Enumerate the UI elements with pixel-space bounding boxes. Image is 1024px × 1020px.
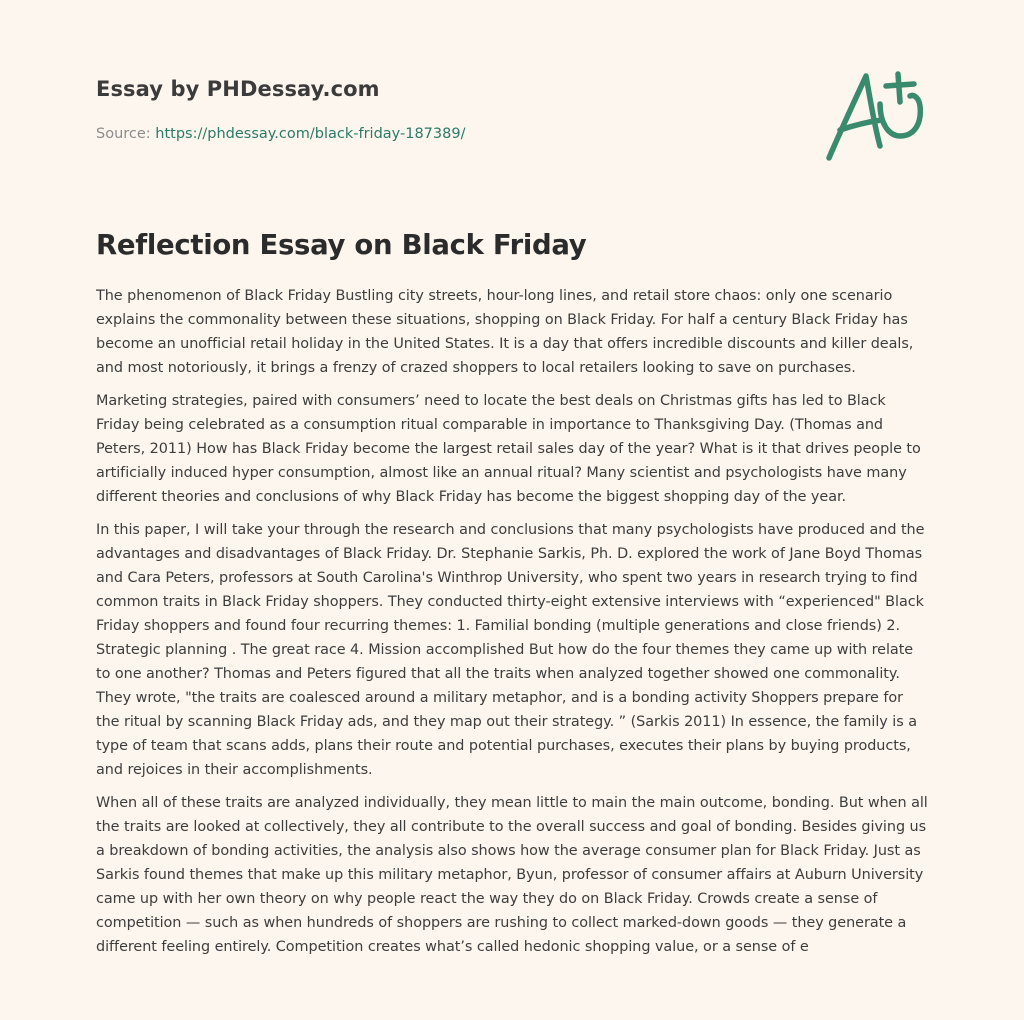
source-line <box>96 124 696 144</box>
essay-title: Reflection Essay on Black Friday <box>96 229 587 261</box>
paragraph: The phenomenon of Black Friday Bustling city streets, hour-long lines, and retail store chaos: only one scenario explains the commonality between these situations, shopping on Black Friday. For half a century Black Friday has become an unofficial retail holiday in the United States. It is a day that offers incredible discounts and killer deals, and most notoriously, it brings a frenzy of crazed shoppers to local retailers looking to save on purchases. <box>96 288 914 376</box>
a-plus-grade-icon <box>820 64 930 168</box>
paragraph: In this paper, I will take your through the research and conclusions that many psychologists have produced and the advantages and disadvantages of Black Friday. Dr. Stephanie Sarkis, Ph. D. explored the work of Jane Boyd Thomas and Cara Peters, professors at South Carolina's Winthrop University, who spent two years in research trying to find common traits in Black Friday shoppers. They conducted thirty-eight extensive interviews with “experienced" Black Friday shoppers and found four recurring themes: 1. Familial bonding (multiple generations and close friends) 2. Strategic planning . The great race 4. Mission accomplished But how do the four themes they came up with relate to one another? Thomas and Peters figured that all the traits when analyzed together showed one commonality. They wrote, "the traits are coalesced around a military metaphor, and is a bonding activity Shoppers prepare for the ritual by scanning Black Friday ads, and they map out their strategy. ” (Sarkis 2011) In essence, the family is a type of team that scans adds, plans their route and potential purchases, executes their plans by buying products, and rejoices in their accomplishments. <box>96 522 925 778</box>
source-label: Source: <box>96 126 151 142</box>
brand-title: Essay by PHDessay.com <box>96 77 380 101</box>
document-header <box>96 74 696 144</box>
essay-body <box>96 284 928 1000</box>
paragraph: When all of these traits are analyzed individually, they mean little to main the main outcome, bonding. But when all the traits are looked at collectively, they all contribute to the overall success and goal of bonding. Besides giving us a breakdown of bonding activities, the analysis also shows how the average consumer plan for Black Friday. Just as Sarkis found themes that make up this military metaphor, Byun, professor of consumer affairs at Auburn University came up with her own theory on why people react the way they do on Black Friday. Crowds create a sense of competition — such as when hundreds of shoppers are rushing to collect marked-down goods — they generate a different feeling entirely. Competition creates what’s called hedonic shopping value, or a sense of e <box>96 795 928 955</box>
source-link[interactable]: https://phdessay.com/black-friday-187389/ <box>155 126 466 142</box>
paragraph: Marketing strategies, paired with consumers’ need to locate the best deals on Christmas gifts has led to Black Friday being celebrated as a consumption ritual comparable in importance to Thanksgiving Day. (Thomas and Peters, 2011) How has Black Friday become the largest retail sales day of the year? What is it that drives people to artificially induced hyper consumption, almost like an annual ritual? Many scientist and psychologists have many different theories and conclusions of why Black Friday has become the biggest shopping day of the year. <box>96 393 921 505</box>
